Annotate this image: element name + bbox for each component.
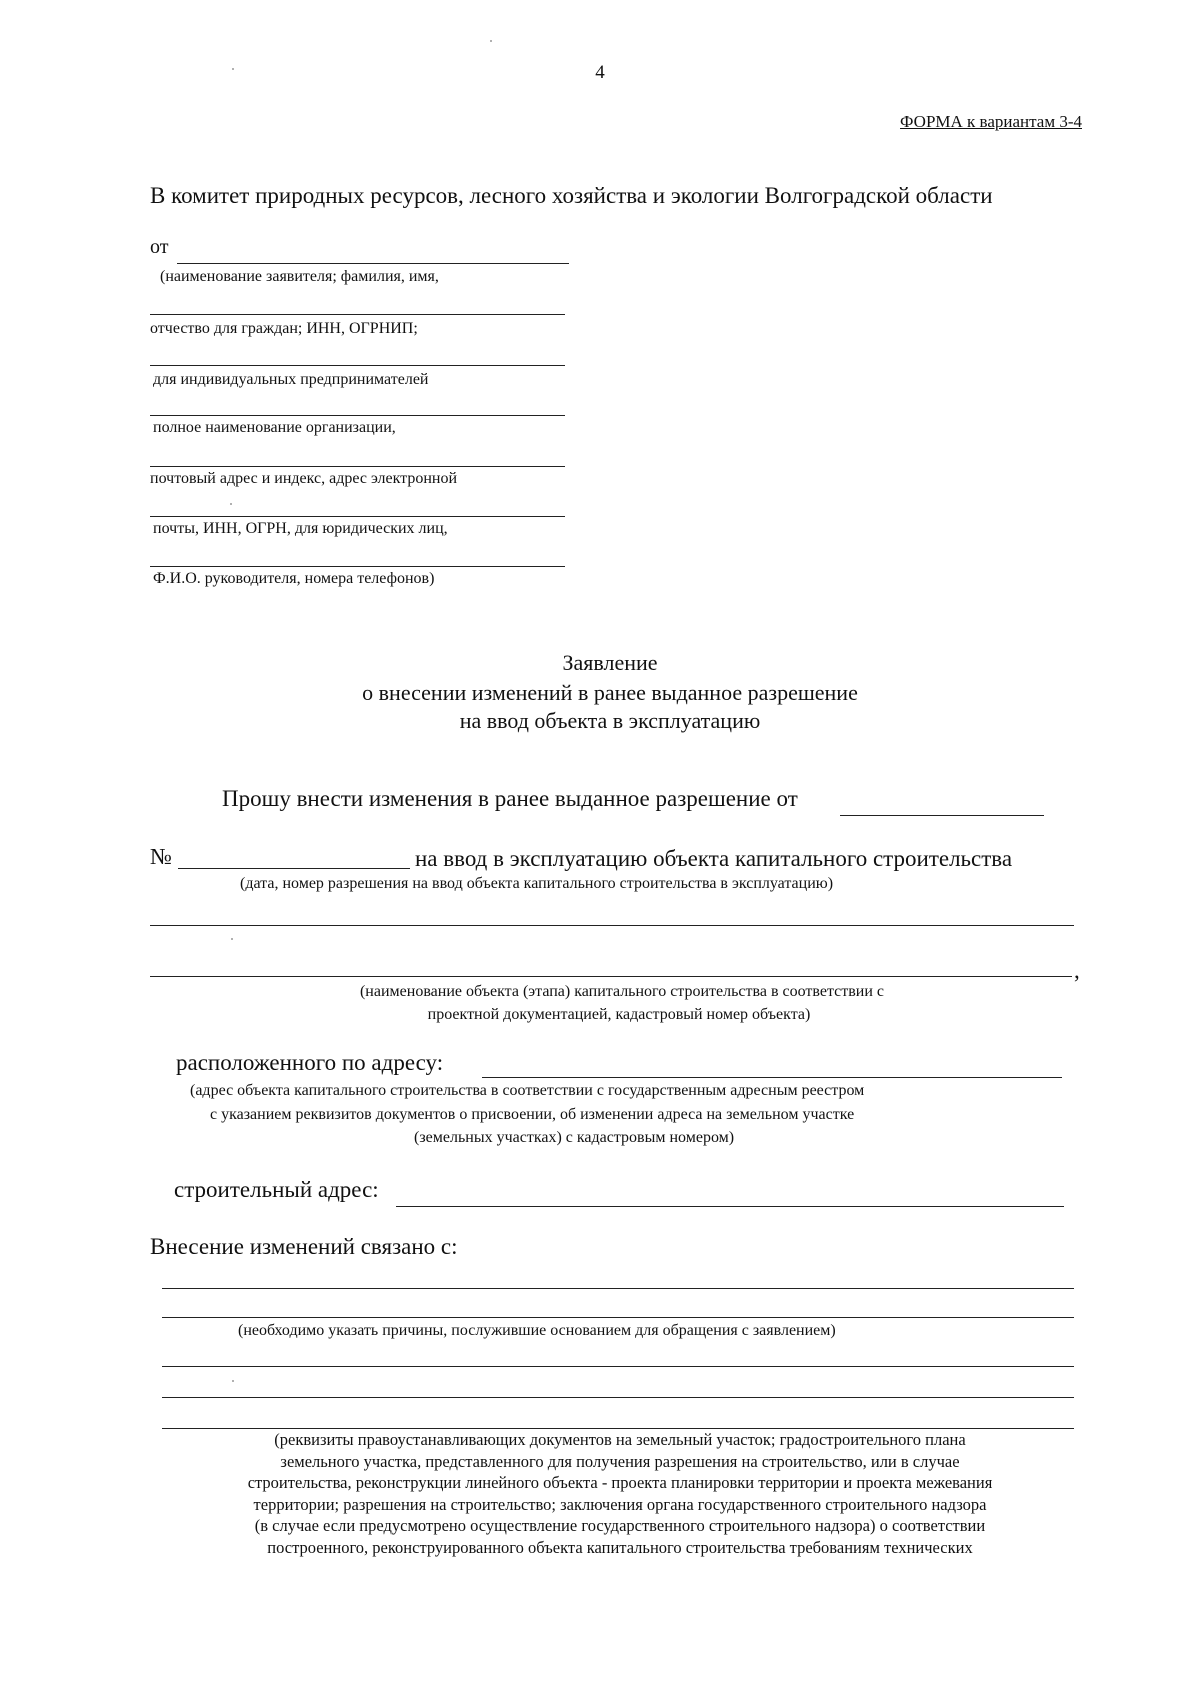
request-text: Прошу внести изменения в ранее выданное разрешение от bbox=[222, 786, 798, 811]
object-hint: проектной документацией, кадастровый номер объекта) bbox=[427, 1006, 811, 1023]
applicant-line[interactable] bbox=[177, 263, 569, 264]
object-hint: (наименование объекта (этапа) капитального строительства в соответствии с bbox=[359, 983, 885, 1000]
scan-speck bbox=[232, 68, 234, 70]
sender-hint: полное наименование организации, bbox=[153, 419, 396, 436]
applicant-line[interactable] bbox=[150, 314, 565, 315]
address-field[interactable] bbox=[482, 1077, 1062, 1078]
document-subtitle: о внесении изменений в ранее выданное разрешение bbox=[362, 680, 858, 705]
build-address-label: строительный адрес: bbox=[174, 1177, 379, 1202]
reasons-hint: (необходимо указать причины, послужившие основанием для обращения с заявлением) bbox=[238, 1322, 836, 1339]
applicant-line[interactable] bbox=[150, 415, 565, 416]
page-number: 4 bbox=[595, 62, 605, 83]
scan-speck bbox=[230, 503, 232, 505]
located-label: расположенного по адресу: bbox=[176, 1050, 444, 1075]
document-subtitle: на ввод объекта в эксплуатацию bbox=[459, 708, 761, 733]
details-hint-line: (реквизиты правоустанавливающих документов на земельный участок; градостроительного плана bbox=[274, 1430, 966, 1449]
address-hint: (земельных участках) с кадастровым номером) bbox=[414, 1129, 735, 1146]
permit-number-field[interactable] bbox=[178, 868, 410, 869]
details-hint-line: территории; разрешения на строительство; заключения органа государственного строительного надзора bbox=[253, 1494, 987, 1514]
number-sign: № bbox=[150, 844, 172, 869]
object-text: на ввод в эксплуатацию объекта капитального строительства bbox=[415, 846, 1013, 871]
object-name-field[interactable] bbox=[150, 925, 1074, 926]
address-hint: с указанием реквизитов документов о присвоении, об изменении адреса на земельном участке bbox=[210, 1106, 855, 1123]
addressee: В комитет природных ресурсов, лесного хозяйства и экологии Волгоградской области bbox=[150, 183, 993, 208]
applicant-line[interactable] bbox=[150, 466, 565, 467]
details-field[interactable] bbox=[162, 1366, 1074, 1367]
reasons-field[interactable] bbox=[162, 1317, 1074, 1318]
permit-date-field[interactable] bbox=[840, 815, 1044, 816]
document-title: Заявление bbox=[562, 650, 658, 675]
scan-speck bbox=[232, 1380, 234, 1382]
scan-speck bbox=[490, 40, 492, 42]
sender-hint: отчество для граждан; ИНН, ОГРНИП; bbox=[150, 320, 418, 337]
comma: , bbox=[1074, 958, 1080, 983]
details-hint-line: земельного участка, представленного для получения разрешения на строительство, или в случае bbox=[280, 1451, 960, 1471]
details-hint-block bbox=[160, 1429, 1080, 1558]
sender-hint: (наименование заявителя; фамилия, имя, bbox=[160, 268, 439, 285]
applicant-line[interactable] bbox=[150, 365, 565, 366]
applicant-line[interactable] bbox=[150, 516, 565, 517]
changes-label: Внесение изменений связано с: bbox=[150, 1234, 458, 1259]
permit-hint: (дата, номер разрешения на ввод объекта капитального строительства в эксплуатацию) bbox=[240, 875, 834, 892]
details-hint-line: строительства, реконструкции линейного объекта - проекта планировки территории и проекта межевания bbox=[247, 1473, 993, 1492]
applicant-line[interactable] bbox=[150, 566, 565, 567]
sender-hint: для индивидуальных предпринимателей bbox=[153, 371, 429, 388]
details-hint-line: построенного, реконструированного объекта капитального строительства требованиям технических bbox=[267, 1537, 973, 1557]
from-label: от bbox=[150, 236, 169, 258]
scan-speck bbox=[231, 938, 233, 940]
object-name-field[interactable] bbox=[150, 976, 1072, 977]
form-tag: ФОРМА к вариантам 3-4 bbox=[900, 112, 1082, 131]
build-address-field[interactable] bbox=[396, 1206, 1064, 1207]
details-hint-line: (в случае если предусмотрено осуществление государственного строительного надзора) о соответствии bbox=[254, 1516, 986, 1535]
sender-hint: почтовый адрес и индекс, адрес электронной bbox=[150, 470, 458, 487]
sender-hint: почты, ИНН, ОГРН, для юридических лиц, bbox=[153, 520, 448, 537]
reasons-field[interactable] bbox=[162, 1288, 1074, 1289]
address-hint: (адрес объекта капитального строительства в соответствии с государственным адресным реестром bbox=[190, 1082, 865, 1099]
details-field[interactable] bbox=[162, 1397, 1074, 1398]
sender-hint: Ф.И.О. руководителя, номера телефонов) bbox=[153, 570, 435, 587]
